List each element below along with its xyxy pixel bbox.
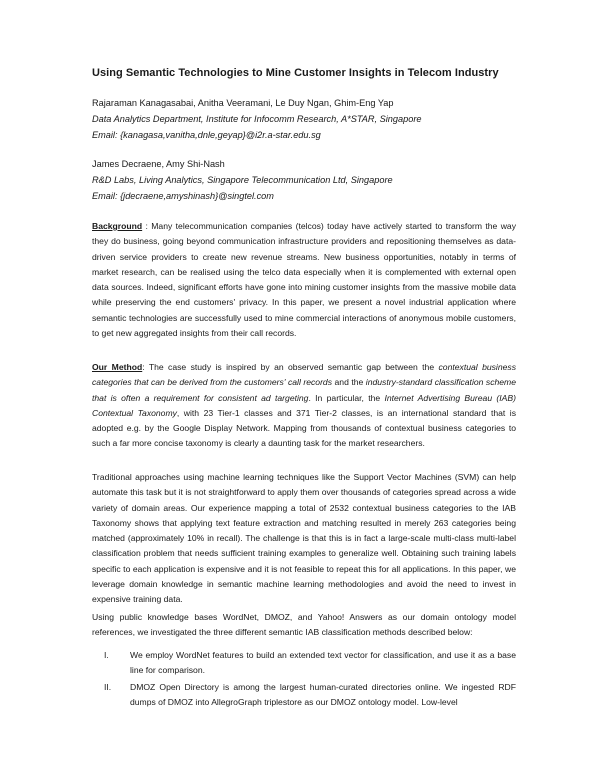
svm-paragraph: Traditional approaches using machine learning techniques like the Support Vector Machines (SVM) can help automate this task but it is not straightforward to apply them over thousands of categories spread across a wide variety of domain areas. Our experience mapping a total of 2532 contextual business categories to the IAB Taxonomy shows that applying text feature extraction and matching resulted in merely 263 categories being matched (approximately 10% in recall). The challenge is that this is in fact a large-scale multi-class multi-label classification problem that needs sufficient training examples to generalize well. Obtaining such training labels specific to each application is expensive and it is not feasible to repeat this for all applications. In this paper, we leverage domain knowledge in semantic machine learning methodologies and avoid the need to invest in expensive training data.: [92, 472, 516, 605]
background-heading: Background: [92, 221, 143, 231]
author-affiliation-1: Data Analytics Department, Institute for Infocomm Research, A*STAR, Singapore: [92, 114, 422, 124]
method-heading: Our Method: [92, 362, 143, 372]
author-affiliation-2: R&D Labs, Living Analytics, Singapore Telecommunication Ltd, Singapore: [92, 175, 393, 185]
author-names-2: James Decraene, Amy Shi-Nash: [92, 159, 225, 169]
author-names-1: Rajaraman Kanagasabai, Anitha Veeramani, Le Duy Ngan, Ghim-Eng Yap: [92, 98, 394, 108]
author-email-1: Email: {kanagasa,vanitha,dnle,geyap}@i2r.a-star.edu.sg: [92, 130, 321, 140]
method-paragraph: Our Method: The case study is inspired by an observed semantic gap between the contextual business categories that can be derived from the customers' call records and the industry-standard classification scheme that is often a requirement for consistent ad targeting. In particular, the Internet Advertising Bureau (IAB) Contextual Taxonomy, with 23 Tier-1 classes and 371 Tier-2 classes, is an international standard that is adopted e.g. by the Google Display Network. Mapping from thousands of contextual business categories to such a far more concise taxonomy is clearly a daunting task for the market researchers.: [92, 362, 516, 449]
list-item: I. We employ WordNet features to build an extended text vector for classification, and use it as a base line for comparison.: [104, 650, 516, 676]
background-text: : Many telecommunication companies (telcos) today have actively started to transform the way they do business, going beyond communication infrastructure providers and repositioning themselves as data-driven service providers to create new revenue streams. New business opportunities, notably in terms of market research, can be realised using the telco data especially when it is complemented with external open data sources. Indeed, significant efforts have gone into mining customer insights from the massive mobile data while preserving the end customers' privacy. In this paper, we present a novel industrial application where semantic technologies are successfully used to mine commercial interactions of anonymous mobile customers, to get new aggregated insights from their call records.: [92, 221, 516, 339]
knowledge-bases-paragraph: Using public knowledge bases WordNet, DMOZ, and Yahoo! Answers as our domain ontology model references, we investigated the three different semantic IAB classification methods described below:: [92, 612, 516, 638]
background-paragraph: [92, 219, 516, 341]
method-list: [92, 648, 516, 711]
author-email-2: Email: {jdecraene,amyshinash}@singtel.com: [92, 191, 274, 201]
paper-title: Using Semantic Technologies to Mine Customer Insights in Telecom Industry: [92, 67, 499, 79]
list-item: II. DMOZ Open Directory is among the largest human-curated directories online. We ingested RDF dumps of DMOZ into AllegroGraph triplestore as our DMOZ ontology model. Low-level: [104, 681, 516, 707]
